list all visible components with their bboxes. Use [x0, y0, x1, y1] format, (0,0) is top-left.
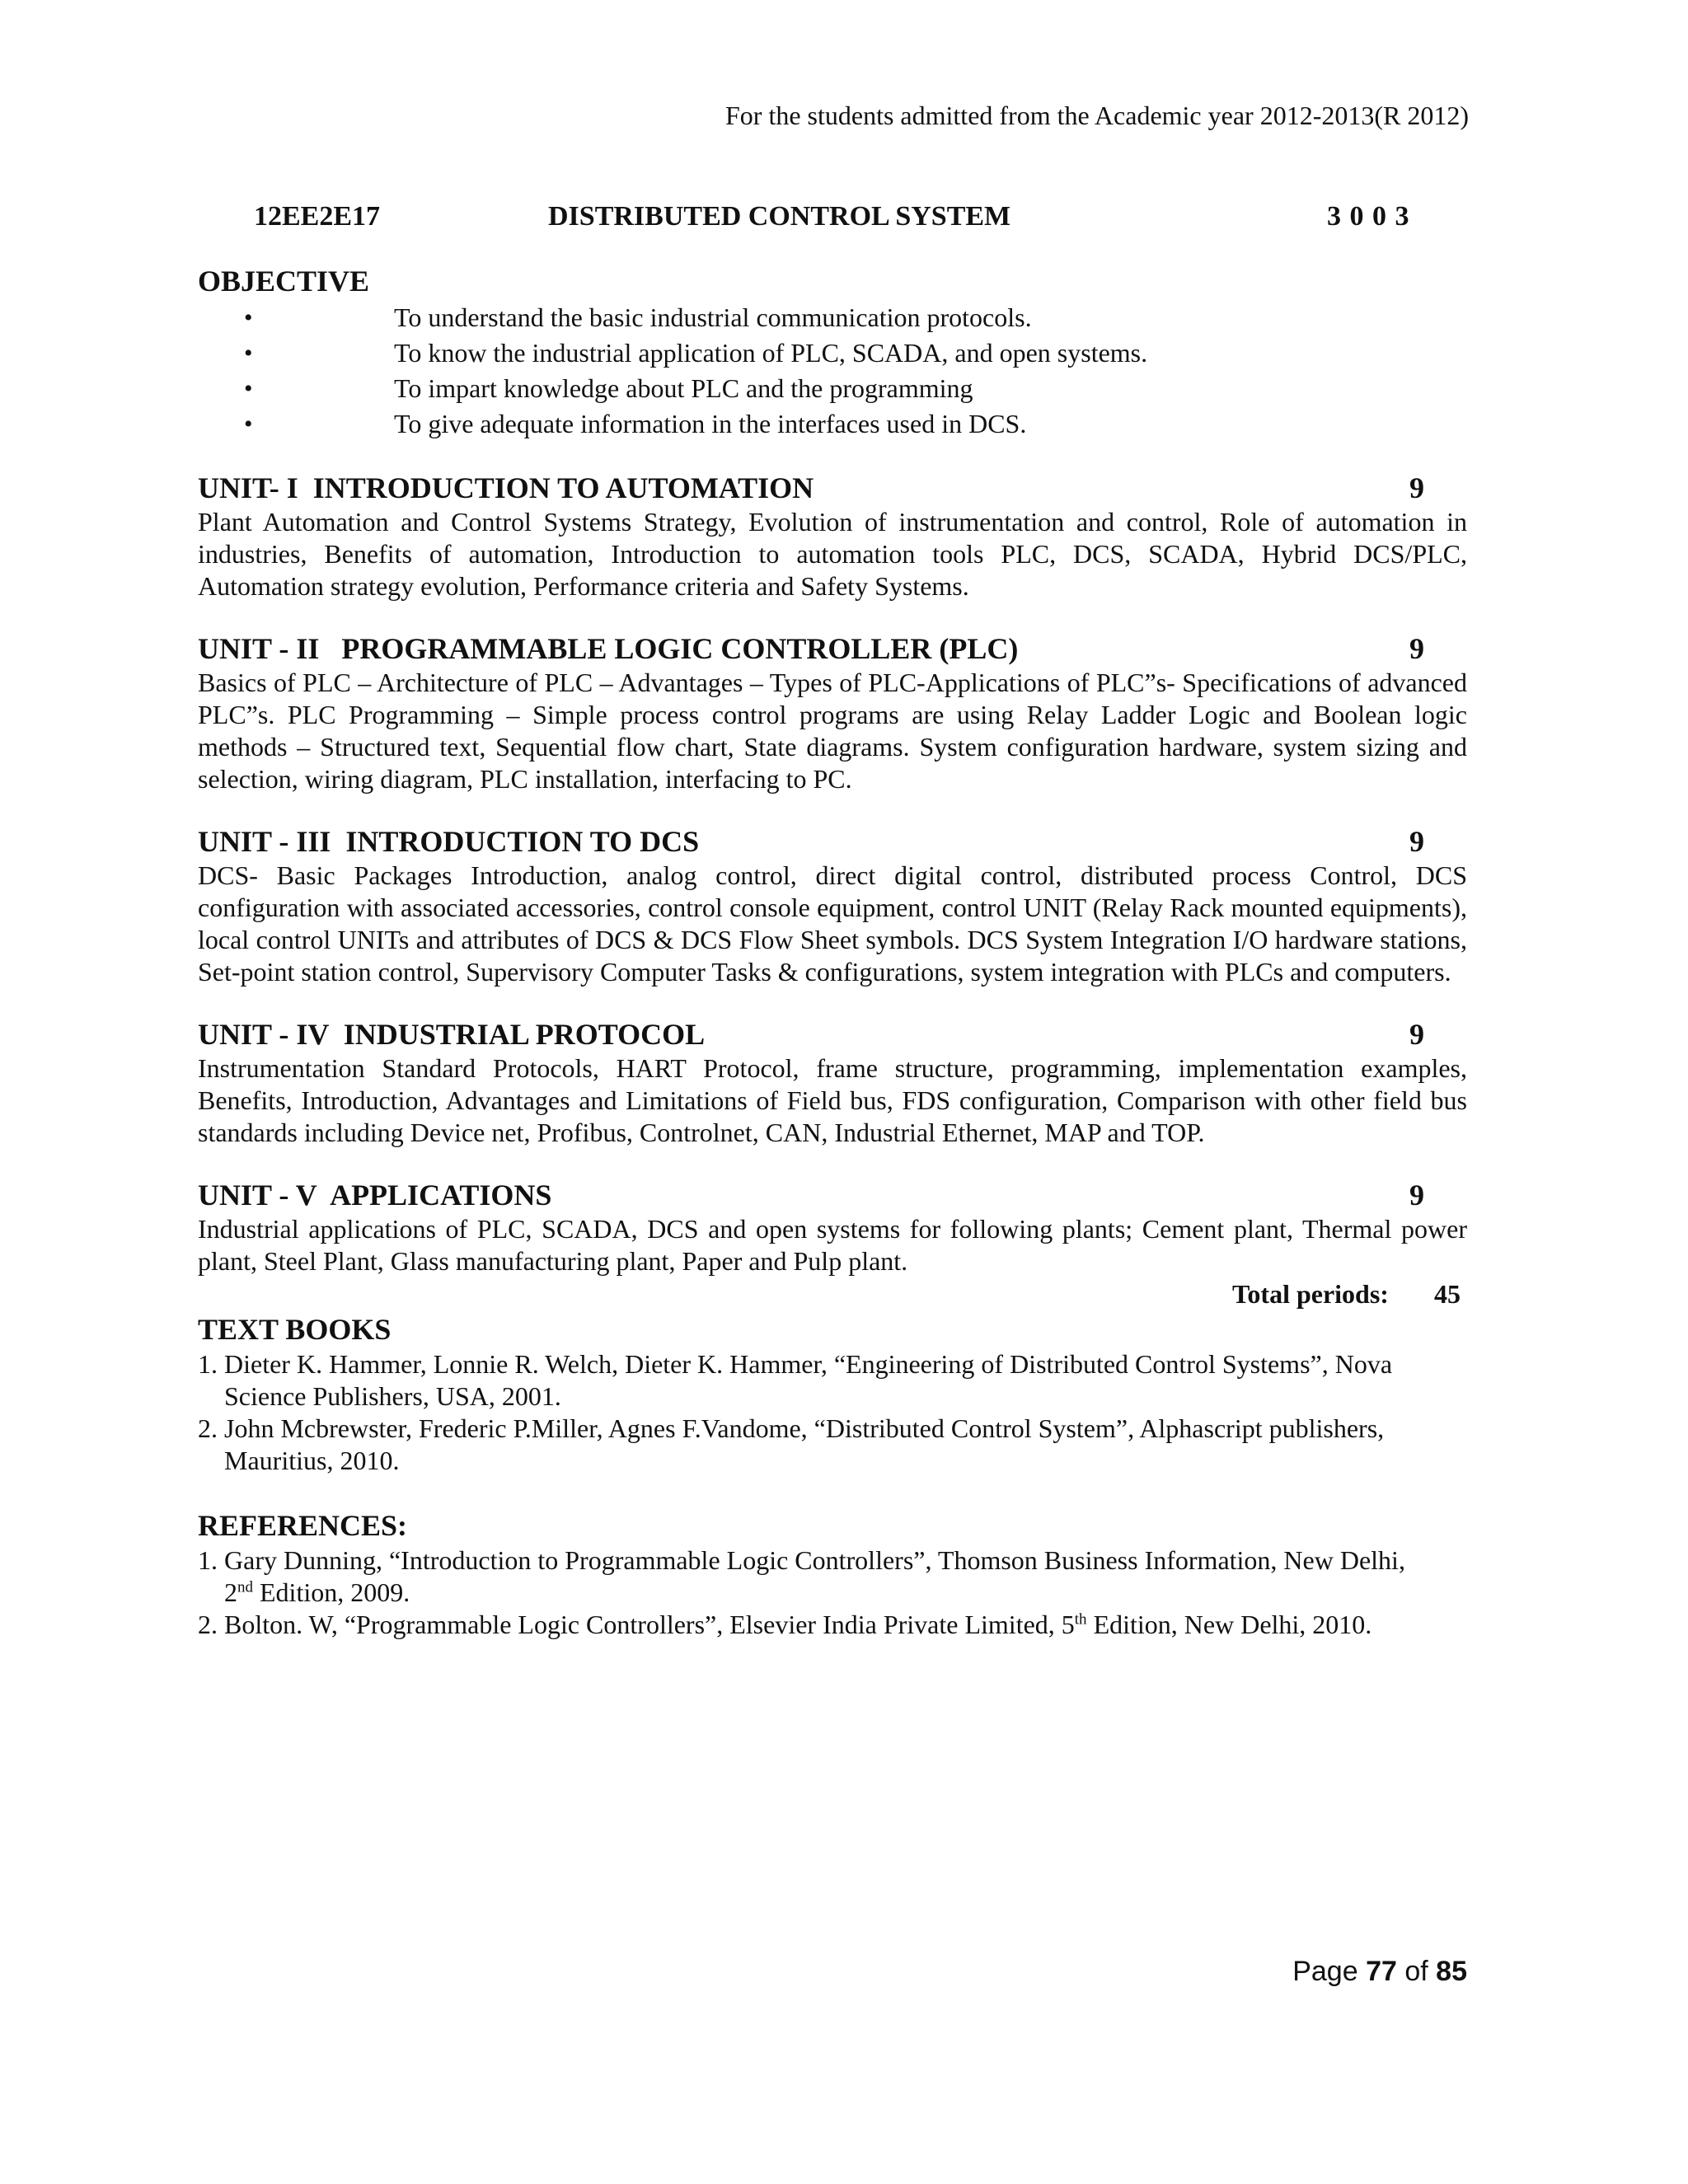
bullet-icon: •: [244, 304, 253, 331]
references-section: [198, 1507, 1467, 1641]
unit-hours: 9: [1409, 471, 1424, 504]
text-books-heading: TEXT BOOKS: [198, 1313, 392, 1346]
unit-description: Plant Automation and Control Systems Strategy, Evolution of instrumentation and control, Role of automation in industries, Benefits of automation, Introduction to automation tools PLC, DCS, SCADA, Hybrid DCS/PLC, Automation strategy evolution, Performance criteria and Safety Systems.: [198, 507, 1467, 601]
regulation-note: For the students admitted from the Academic year 2012-2013(R 2012): [724, 101, 1469, 130]
citation-text: Edition, New Delhi, 2010.: [1086, 1610, 1372, 1639]
unit-title: UNIT - II PROGRAMMABLE LOGIC CONTROLLER (PLC): [198, 632, 1019, 665]
unit-description: Industrial applications of PLC, SCADA, DCS and open systems for following plants; Cement plant, Thermal power plant, Steel Plant, Glass manufacturing plant, Paper and Pulp plant.: [198, 1214, 1467, 1276]
page-number: [1292, 1953, 1467, 1990]
bullet-icon: •: [244, 375, 253, 402]
unit-description: DCS- Basic Packages Introduction, analog control, direct digital control, distributed process Control, DCS configuration with associated accessories, control console equipment, control UNIT (Relay Rack mounted equipments), local control UNITs and attributes of DCS & DCS Flow Sheet symbols. DCS System Integration I/O hardware stations, Set-point station control, Supervisory Computer Tasks & configurations, system integration with PLCs and computers.: [198, 860, 1467, 987]
text-book-citation: Dieter K. Hammer, Lonnie R. Welch, Dieter K. Hammer, “Engineering of Distributed Control Systems”, Nova Science Publishers, USA, 2001.: [224, 1349, 1393, 1411]
unit-title: UNIT- I INTRODUCTION TO AUTOMATION: [198, 471, 814, 504]
total-periods-value: 45: [1434, 1279, 1461, 1309]
objective-item: [198, 371, 1467, 406]
syllabus-content: [198, 262, 1467, 1641]
reference-citation: [224, 1545, 1405, 1607]
item-number: 1.: [198, 1349, 218, 1379]
objective-section: [198, 262, 1467, 442]
ordinal-suffix: nd: [237, 1578, 253, 1596]
unit-2-section: [198, 630, 1467, 795]
text-books-list: [198, 1348, 1434, 1477]
unit-title: UNIT - IV INDUSTRIAL PROTOCOL: [198, 1018, 706, 1051]
unit-heading: [198, 823, 1467, 860]
unit-hours: 9: [1409, 1018, 1424, 1051]
citation-text: Bolton. W, “Programmable Logic Controllers”, Elsevier India Private Limited, 5: [224, 1610, 1075, 1639]
of-word: of: [1404, 1956, 1428, 1987]
total-periods: [198, 1277, 1467, 1310]
item-number: 2.: [198, 1413, 218, 1443]
citation-text: Gary Dunning, “Introduction to Programmable Logic Controllers”, Thomson Business Information, New Delhi, 2: [224, 1545, 1405, 1607]
objective-text: To impart knowledge about PLC and the programming: [394, 373, 973, 403]
unit-4-section: [198, 1016, 1467, 1149]
unit-heading: [198, 470, 1467, 506]
unit-heading: [198, 630, 1467, 667]
unit-hours: 9: [1409, 825, 1424, 858]
bullet-icon: •: [244, 410, 253, 438]
unit-hours: 9: [1409, 632, 1424, 665]
course-code: 12EE2E17: [254, 201, 381, 232]
reference-item: [198, 1609, 1434, 1641]
course-header: [198, 198, 1451, 236]
unit-description: Basics of PLC – Architecture of PLC – Advantages – Types of PLC-Applications of PLC”s- Specifications of advanced PLC”s. PLC Programming – Simple process control programs are using Relay Ladder Logic and Boolean logic methods – Structured text, Sequential flow chart, State diagrams. System configuration hardware, system sizing and selection, wiring diagram, PLC installation, interfacing to PC.: [198, 668, 1467, 794]
objective-item: [198, 300, 1467, 335]
objective-text: To know the industrial application of PLC, SCADA, and open systems.: [394, 338, 1148, 368]
unit-heading: [198, 1016, 1467, 1052]
objective-text: To understand the basic industrial communication protocols.: [394, 302, 1032, 332]
text-book-item: [198, 1413, 1434, 1477]
page-word: Page: [1292, 1956, 1358, 1987]
total-pages: 85: [1436, 1956, 1467, 1987]
unit-hours: 9: [1409, 1179, 1424, 1212]
unit-heading: [198, 1177, 1467, 1213]
text-books-section: [198, 1310, 1467, 1477]
bullet-icon: •: [244, 340, 253, 367]
objective-item: [198, 335, 1467, 371]
objective-item: [198, 406, 1467, 442]
total-periods-label: Total periods:: [1232, 1279, 1389, 1309]
ordinal-suffix: th: [1074, 1610, 1087, 1629]
unit-5-section: [198, 1177, 1467, 1277]
unit-description: Instrumentation Standard Protocols, HART Protocol, frame structure, programming, implementation examples, Benefits, Introduction, Advantages and Limitations of Field bus, FDS configuration, Comparison with other field bus standards including Device net, Profibus, Controlnet, CAN, Industrial Ethernet, MAP and TOP.: [198, 1053, 1467, 1147]
current-page: 77: [1366, 1956, 1397, 1987]
reference-citation: [224, 1610, 1372, 1639]
unit-title: UNIT - V APPLICATIONS: [198, 1179, 552, 1212]
citation-text: Edition, 2009.: [253, 1577, 410, 1607]
objective-list: [198, 300, 1467, 442]
unit-3-section: [198, 823, 1467, 988]
objective-heading: OBJECTIVE: [198, 265, 370, 298]
item-number: 1.: [198, 1545, 218, 1575]
unit-1-section: [198, 470, 1467, 602]
course-credits: 3 0 0 3: [1327, 201, 1410, 232]
references-heading: REFERENCES:: [198, 1509, 408, 1542]
item-number: 2.: [198, 1610, 218, 1639]
objective-text: To give adequate information in the interfaces used in DCS.: [394, 409, 1027, 438]
references-list: [198, 1544, 1434, 1641]
text-book-citation: John Mcbrewster, Frederic P.Miller, Agnes F.Vandome, “Distributed Control System”, Alphascript publishers, Mauritius, 2010.: [224, 1413, 1385, 1475]
text-book-item: [198, 1348, 1434, 1413]
unit-title: UNIT - III INTRODUCTION TO DCS: [198, 825, 700, 858]
course-title: DISTRIBUTED CONTROL SYSTEM: [548, 201, 1011, 232]
reference-item: [198, 1544, 1434, 1609]
